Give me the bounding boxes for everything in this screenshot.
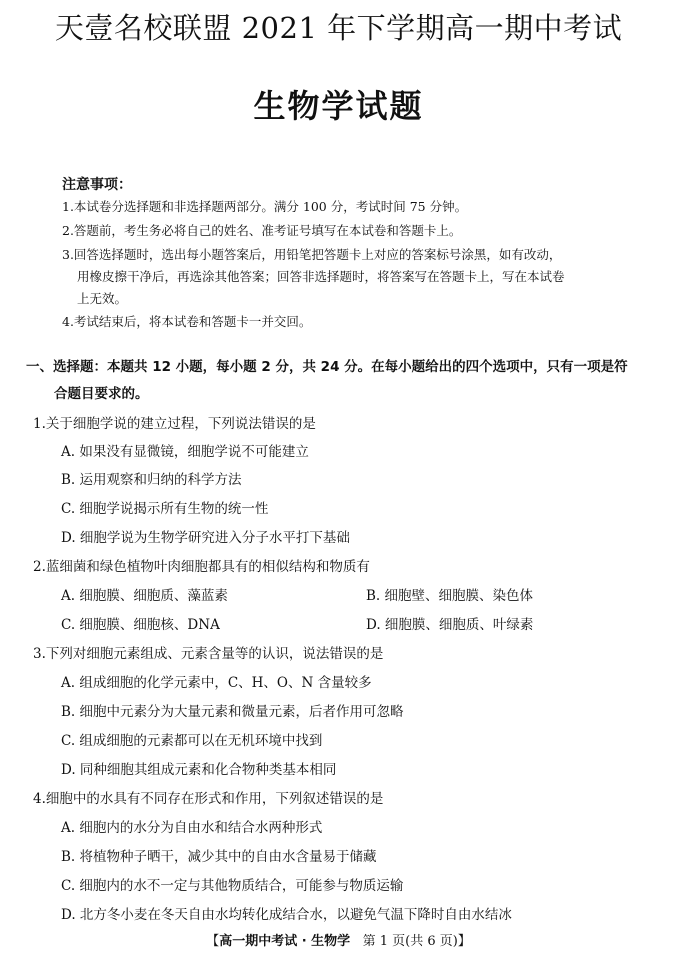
footer-exam-name: 高一期中考试 · 生物学 bbox=[219, 934, 351, 949]
question-2-option-c: C. 细胞膜、细胞核、DNA bbox=[61, 617, 220, 633]
notice-item-3-cont2: 上无效。 bbox=[77, 291, 128, 306]
notice-item-3-cont: 用橡皮擦干净后，再选涂其他答案；回答非选择题时，将答案写在答题卡上，写在本试卷 bbox=[77, 269, 565, 284]
subject-title: 生物学试题 bbox=[253, 87, 424, 125]
notice-item-4: 4.考试结束后，将本试卷和答题卡一并交回。 bbox=[62, 314, 312, 329]
question-2-option-d: D. 细胞膜、细胞质、叶绿素 bbox=[366, 617, 534, 633]
notice-item-2: 2.答题前，考生务必将自己的姓名、准考证号填写在本试卷和答题卡上。 bbox=[62, 223, 462, 238]
question-3-stem: 3.下列对细胞元素组成、元素含量等的认识，说法错误的是 bbox=[33, 646, 384, 662]
footer-bracket-open: 【 bbox=[206, 934, 220, 949]
footer-page-info: 第 1 页(共 6 页) bbox=[362, 934, 458, 949]
question-4-option-d: D. 北方冬小麦在冬天自由水均转化成结合水，以避免气温下降时自由水结冰 bbox=[61, 907, 512, 923]
question-4-option-c: C. 细胞内的水不一定与其他物质结合，可能参与物质运输 bbox=[61, 878, 404, 894]
footer-bracket-close: 】 bbox=[457, 934, 471, 949]
notice-heading: 注意事项： bbox=[62, 177, 132, 193]
question-3-option-d: D. 同种细胞其组成元素和化合物种类基本相同 bbox=[61, 762, 337, 778]
question-1-stem: 1.关于细胞学说的建立过程，下列说法错误的是 bbox=[33, 416, 316, 432]
question-4-stem: 4.细胞中的水具有不同存在形式和作用，下列叙述错误的是 bbox=[33, 791, 384, 807]
section-heading: 一、选择题：本题共 12 小题，每小题 2 分，共 24 分。在每小题给出的四个选项中，只有一项是符 bbox=[26, 359, 628, 375]
question-4-option-b: B. 将植物种子晒干，减少其中的自由水含量易于储藏 bbox=[61, 849, 377, 865]
notice-item-3: 3.回答选择题时，选出每小题答案后，用铅笔把答题卡上对应的答案标号涂黑，如有改动， bbox=[62, 247, 562, 262]
question-4-option-a: A. 细胞内的水分为自由水和结合水两种形式 bbox=[61, 820, 323, 836]
page-footer bbox=[0, 932, 677, 952]
question-1-option-a: A. 如果没有显微镜，细胞学说不可能建立 bbox=[61, 444, 309, 460]
question-1-option-d: D. 细胞学说为生物学研究进入分子水平打下基础 bbox=[61, 530, 350, 546]
notice-item-1: 1.本试卷分选择题和非选择题两部分。满分 100 分，考试时间 75 分钟。 bbox=[62, 199, 468, 214]
question-1-option-c: C. 细胞学说揭示所有生物的统一性 bbox=[61, 501, 269, 517]
question-3-option-b: B. 细胞中元素分为大量元素和微量元素，后者作用可忽略 bbox=[61, 704, 404, 720]
question-1-option-b: B. 运用观察和归纳的科学方法 bbox=[61, 472, 242, 488]
question-3-option-c: C. 组成细胞的元素都可以在无机环境中找到 bbox=[61, 733, 323, 749]
question-2-option-a: A. 细胞膜、细胞质、藻蓝素 bbox=[61, 588, 228, 604]
question-2-stem: 2.蓝细菌和绿色植物叶肉细胞都具有的相似结构和物质有 bbox=[33, 559, 370, 575]
question-2-option-b: B. 细胞壁、细胞膜、染色体 bbox=[366, 588, 534, 604]
question-3-option-a: A. 组成细胞的化学元素中，C、H、O、N 含量较多 bbox=[61, 675, 372, 691]
exam-title: 天壹名校联盟 2021 年下学期高一期中考试 bbox=[54, 11, 623, 45]
section-heading-cont: 合题目要求的。 bbox=[54, 386, 149, 402]
